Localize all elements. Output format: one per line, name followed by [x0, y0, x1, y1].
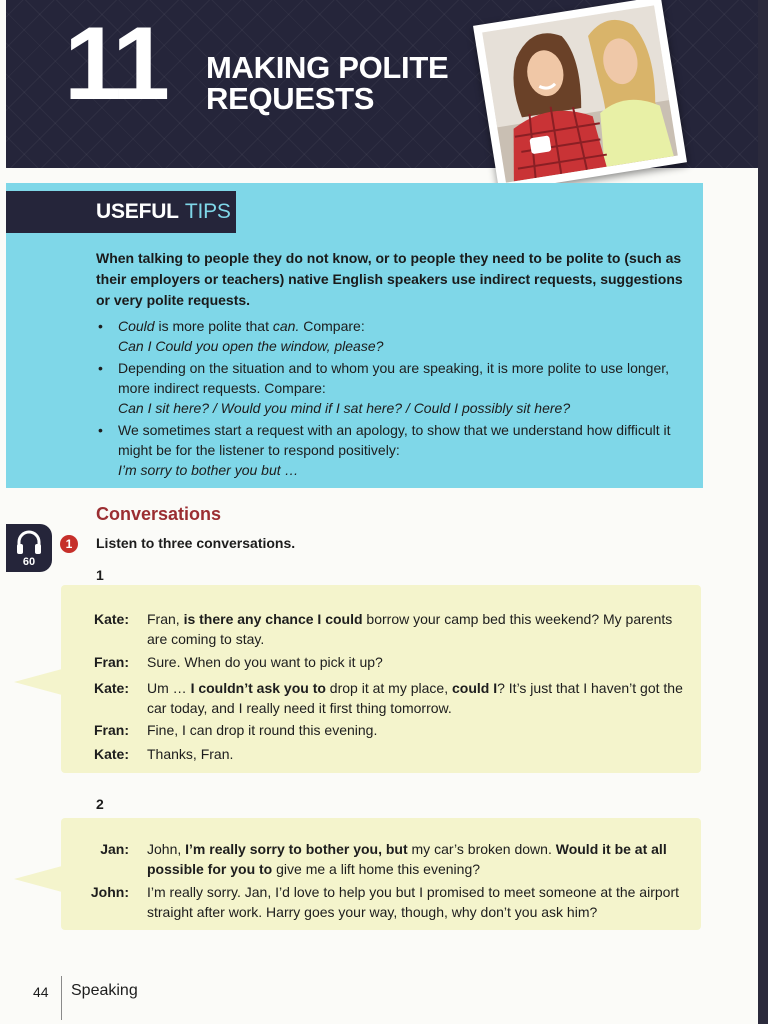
speech-text	[147, 652, 695, 672]
speech-fragment: drop it at my place,	[325, 680, 452, 696]
conversation-number: 2	[96, 796, 104, 812]
audio-track-number: 60	[22, 556, 36, 568]
useful-tips-panel	[6, 183, 703, 488]
speaker-name: Fran:	[94, 722, 129, 738]
headphones-icon	[15, 529, 43, 555]
speech-text	[147, 720, 695, 740]
unit-title-line-1: MAKING POLITE	[206, 50, 449, 85]
dialogue-box	[61, 585, 701, 773]
task-instruction: Listen to three conversations.	[96, 535, 296, 551]
speech-fragment: John,	[147, 841, 186, 857]
speech-fragment: Thanks, Fran.	[147, 746, 234, 762]
speech-highlight: could I	[451, 680, 498, 696]
tip-text: Compare:	[299, 318, 365, 334]
dialogue-box	[61, 818, 701, 930]
tip-item	[96, 420, 691, 480]
speaker-name: Kate:	[93, 680, 129, 696]
dialogue-line	[61, 839, 701, 879]
speech-text	[147, 882, 695, 922]
dialogue-line	[61, 720, 701, 740]
tips-heading-word-2: TIPS	[184, 200, 231, 223]
task-number: 1	[60, 535, 78, 553]
speech-fragment: Fine, I can drop it round this evening.	[147, 722, 378, 738]
tips-intro: When talking to people they do not know, or to people they need to be polite to (such as their employers or teachers) native English speakers use indirect requests, suggestions or very polite requests.	[96, 250, 683, 308]
speech-highlight: is there any chance I could	[183, 611, 363, 627]
page-edge	[758, 0, 768, 1024]
audio-track-badge[interactable]	[6, 524, 52, 572]
unit-photo	[473, 0, 687, 192]
footer-divider	[61, 976, 62, 1020]
speaker-name: Kate:	[93, 746, 129, 762]
speech-text	[147, 609, 695, 649]
speech-fragment: ? It’s just that I haven’t got the car today, and I really need it first thing tomorrow.	[147, 680, 683, 716]
speaker-name: Kate:	[93, 611, 129, 627]
unit-title	[206, 52, 448, 114]
speech-text	[147, 744, 695, 764]
tip-text: is more polite that	[154, 318, 273, 334]
page-number: 44	[33, 984, 49, 1000]
dialogue-line	[61, 744, 701, 764]
speech-fragment: Um …	[147, 680, 191, 696]
useful-tips-heading	[6, 191, 236, 233]
section-name: Speaking	[71, 982, 138, 999]
conversation-number: 1	[96, 567, 104, 583]
dialogue-line	[61, 882, 701, 922]
tips-list	[96, 316, 691, 482]
tips-heading-word-1: USEFUL	[96, 200, 179, 223]
tip-example: I’m sorry to bother you but …	[118, 462, 299, 478]
tip-item	[96, 316, 691, 356]
speech-highlight: Would it be at all possible for you to	[147, 841, 667, 877]
speech-highlight: I’m really sorry to bother you, but	[185, 841, 408, 857]
page-footer	[0, 976, 768, 1016]
dialogue-line	[61, 609, 701, 649]
tip-text: We sometimes start a request with an apology, to show that we understand how difficult it might be for the listener to respond positively:	[118, 422, 671, 458]
speech-fragment: Sure. When do you want to pick it up?	[147, 654, 383, 670]
unit-number: 11	[64, 6, 166, 122]
two-women-illustration	[482, 5, 678, 182]
tip-text: Depending on the situation and to whom you are speaking, it is more polite to use longer, more indirect requests. Compare:	[118, 360, 670, 396]
tip-italic-word: Could	[118, 318, 155, 334]
photo-illustration	[482, 5, 678, 182]
speech-fragment: I’m really sorry. Jan, I’d love to help you but I promised to meet someone at the airport straight after work. Harry goes your way, though, why don’t you ask him?	[147, 884, 679, 920]
speech-text	[147, 678, 695, 718]
speech-fragment: borrow your camp bed this weekend? My parents are coming to stay.	[147, 611, 673, 647]
conversations-heading: Conversations	[96, 504, 222, 524]
speech-text	[147, 839, 695, 879]
tip-italic-word: can.	[272, 318, 300, 334]
tip-example: Can I sit here? / Would you mind if I sat here? / Could I possibly sit here?	[118, 400, 571, 416]
dialogue-line	[61, 652, 701, 672]
speech-highlight: I couldn’t ask you to	[190, 680, 326, 696]
speech-fragment: my car’s broken down.	[407, 841, 556, 857]
speaker-name: John:	[90, 884, 129, 900]
speaker-name: Jan:	[100, 841, 129, 857]
speech-fragment: Fran,	[147, 611, 184, 627]
speech-fragment: give me a lift home this evening?	[272, 861, 481, 877]
tip-item	[96, 358, 691, 418]
dialogue-line	[61, 678, 701, 718]
unit-title-line-2: REQUESTS	[206, 81, 375, 116]
speaker-name: Fran:	[94, 654, 129, 670]
tip-example: Can I Could you open the window, please?	[118, 338, 384, 354]
